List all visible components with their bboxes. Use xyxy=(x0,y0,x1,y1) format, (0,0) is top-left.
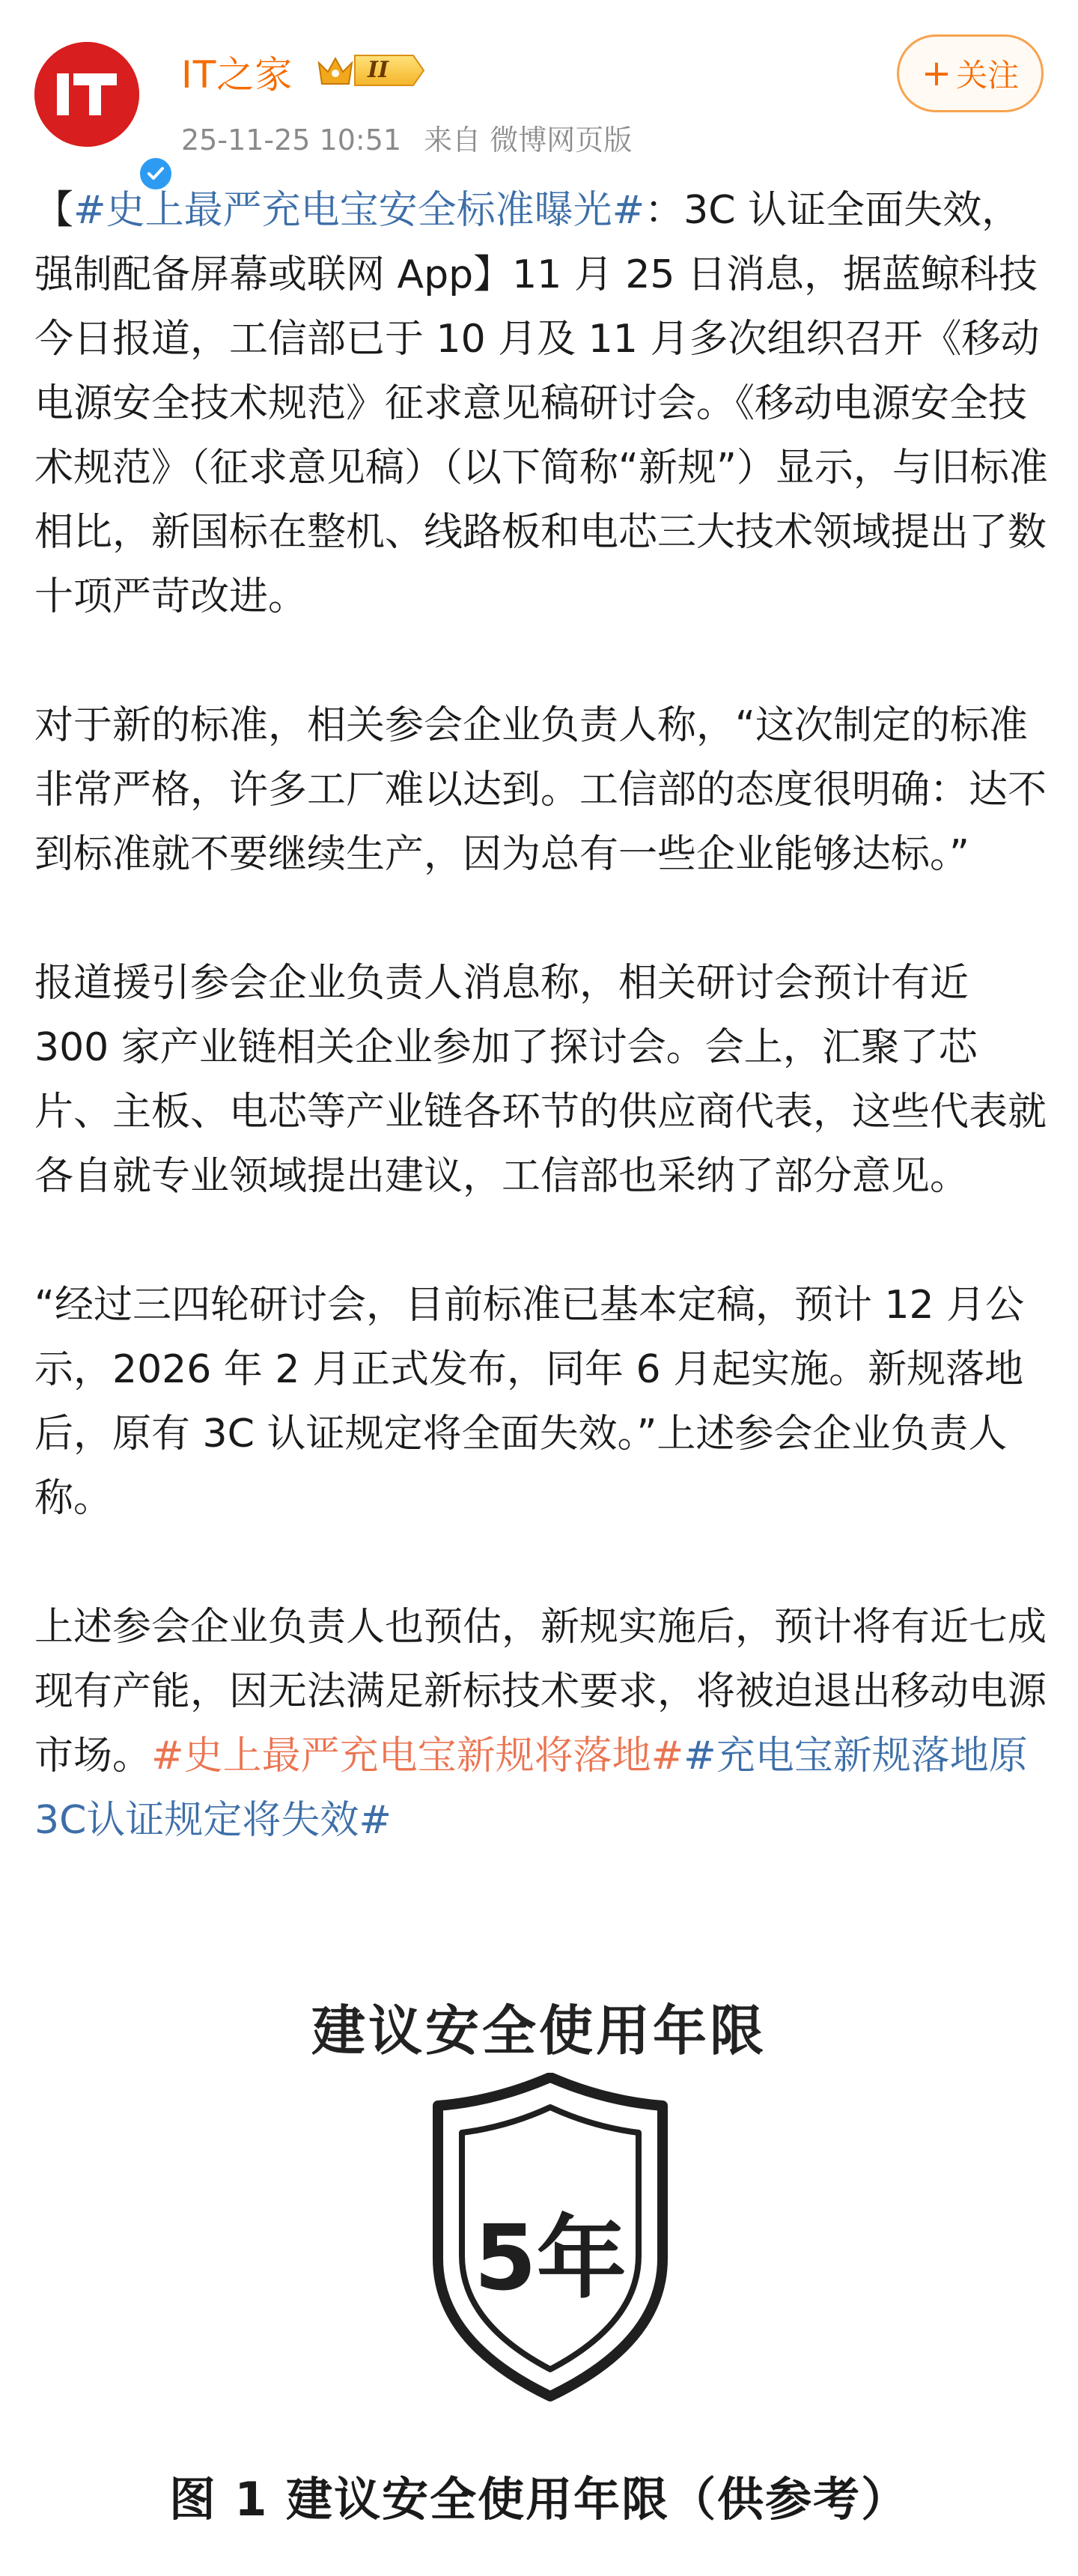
post-timestamp: 25-11-25 10:51 xyxy=(181,124,402,157)
shield-badge-text: 5年 xyxy=(474,2207,627,2311)
post-header xyxy=(0,0,1078,172)
headline-text: ：3C 认证全面失效，强制配备屏幕或联网 App】 xyxy=(34,188,1021,297)
hashtag-link[interactable]: #史上最严充电宝新规将落地# xyxy=(151,1734,684,1778)
bracket-open: 【 xyxy=(34,188,74,233)
avatar[interactable] xyxy=(34,42,139,147)
follow-label: 关注 xyxy=(956,57,1020,94)
author-name[interactable]: IT之家 xyxy=(181,53,293,97)
paragraph-text: 上述参会企业负责人也预估，新规实施后，预计将有近七成现有产能，因无法满足新标技术要求，将被迫退出移动电源市场。 xyxy=(34,1605,1047,1778)
vip-crown-icon[interactable] xyxy=(314,48,427,93)
hashtag-link[interactable]: #充电宝新规落地原3C认证规定将失效# xyxy=(34,1734,1028,1843)
vip-level: II xyxy=(367,57,389,83)
paragraph-4: “经过三四轮研讨会，目前标准已基本定稿，预计 12 月公示，2026 年 2 月正式发布，同年 6 月起实施。新规落地后，原有 3C 认证规定将全面失效。”上述参会企业负责人称。 xyxy=(34,1283,1025,1521)
paragraph-2: 对于新的标准，相关参会企业负责人称，“这次制定的标准非常严格，许多工厂难以达到。工信部的态度很明确：达不到标准就不要继续生产，因为总有一些企业能够达标。” xyxy=(34,703,1047,877)
paragraph-1 xyxy=(34,178,1048,629)
post-meta xyxy=(181,117,645,158)
figure-heading: 建议安全使用年限 xyxy=(311,1999,767,2062)
hashtag-link[interactable]: #史上最严充电宝安全标准曝光# xyxy=(73,188,645,233)
attached-image[interactable] xyxy=(0,1962,1078,2576)
post-source: 来自 微博网页版 xyxy=(424,124,633,157)
figure-caption: 图 1 建议安全使用年限（供参考） xyxy=(168,2472,910,2527)
plus-icon: + xyxy=(921,52,952,94)
post-text xyxy=(34,178,1048,1917)
paragraph-5 xyxy=(34,1595,1048,1853)
paragraph-text: 11 月 25 日消息，据蓝鲸科技今日报道，工信部已于 10 月及 11 月多次组织召开《移动电源安全技术规范》征求意见稿研讨会。《移动电源安全技术规范》（征求意见稿）（以下简称“新规”）显示，与旧标准相比，新国标在整机、线路板和电芯三大技术领域提出了数十项严苛改进。 xyxy=(34,252,1048,619)
ithome-logo-icon xyxy=(34,42,139,147)
paragraph-3: 报道援引参会企业负责人消息称，相关研讨会预计有近 300 家产业链相关企业参加了探讨会。会上，汇聚了芯片、主板、电芯等产业链各环节的供应商代表，这些代表就各自就专业领域提出建议，工信部也采纳了部分意见。 xyxy=(34,961,1047,1199)
follow-button[interactable] xyxy=(897,34,1044,112)
